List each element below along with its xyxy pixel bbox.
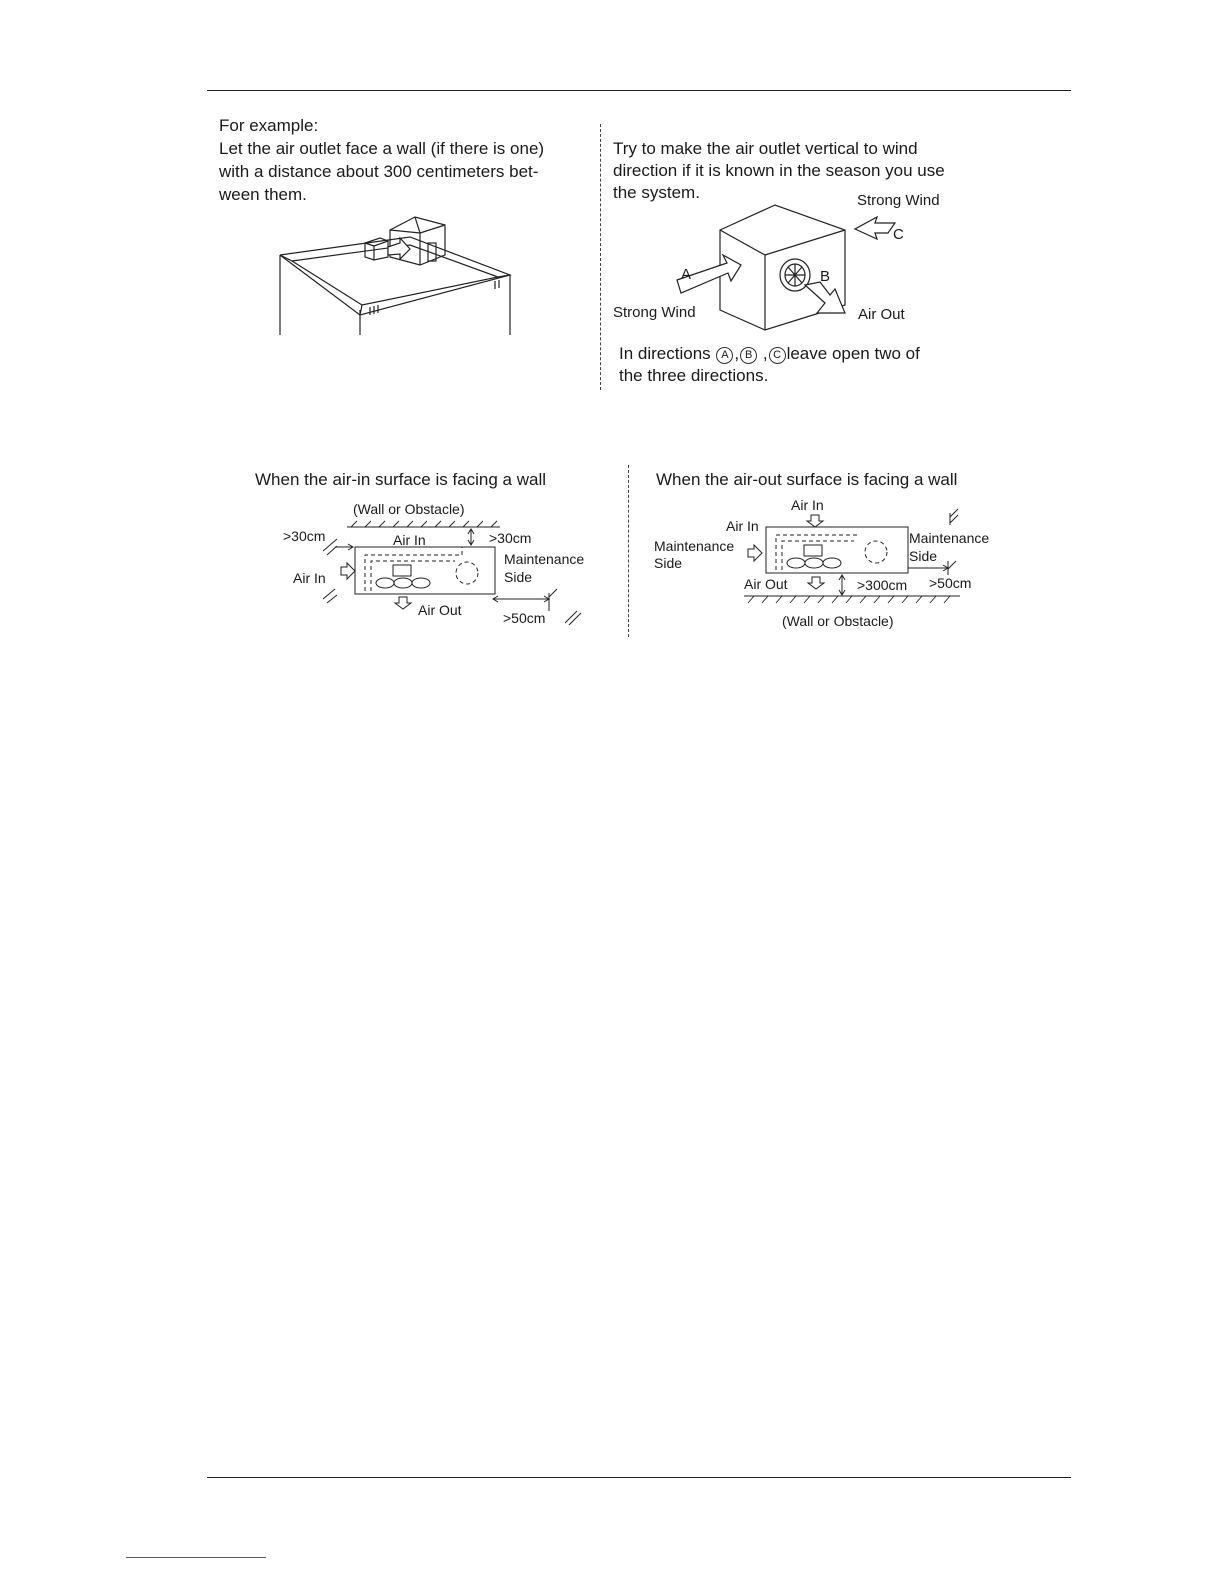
air-in-wall-air-out: Air Out	[418, 602, 462, 618]
air-in-wall-maint-1: Maintenance	[504, 551, 585, 567]
example-line-3: ween them.	[219, 185, 307, 204]
example-line-2: with a distance about 300 centimeters bet-	[219, 162, 539, 181]
air-in-wall-diagram	[275, 495, 595, 635]
air-in-wall-air-in-left: Air In	[293, 570, 326, 586]
circle-c-icon: C	[769, 347, 786, 364]
footer-rule	[207, 1477, 1071, 1478]
air-in-wall-maint-2: Side	[504, 569, 533, 585]
circle-b-icon: B	[740, 347, 757, 364]
top-divider	[600, 124, 601, 390]
header-rule	[207, 90, 1071, 91]
wind-line-3: the system.	[613, 183, 700, 202]
label-a: A	[681, 266, 692, 283]
wind-direction-illustration	[605, 185, 985, 335]
air-in-wall-wall-label: (Wall or Obstacle)	[353, 501, 465, 517]
air-out-wall-maint-right-1: Maintenance	[909, 530, 990, 546]
bottom-divider	[628, 465, 629, 637]
air-in-wall-gap-right: >50cm	[503, 610, 546, 626]
label-b: B	[820, 268, 831, 285]
air-out-wall-title: When the air-out surface is facing a wall	[656, 470, 958, 489]
air-out-wall-air-in-left: Air In	[726, 518, 759, 534]
circle-a-icon: A	[716, 347, 733, 364]
wind-note-line-2: the three directions.	[619, 366, 769, 385]
air-out-wall-maint-right-2: Side	[909, 548, 938, 564]
air-out-wall-diagram	[648, 495, 1008, 635]
wind-line-1: Try to make the air outlet vertical to wind	[613, 139, 918, 158]
air-out-label: Air Out	[858, 306, 905, 323]
air-out-wall-wall-label: (Wall or Obstacle)	[782, 613, 894, 629]
example-line-1: Let the air outlet face a wall (if there is one)	[219, 139, 545, 158]
air-out-wall-gap-right: >50cm	[929, 575, 972, 591]
rooftop-unit-illustration	[270, 205, 530, 340]
air-out-wall-maint-left-1: Maintenance	[654, 538, 735, 554]
air-out-wall-maint-left-2: Side	[654, 555, 683, 571]
air-in-wall-title: When the air-in surface is facing a wall	[255, 470, 547, 489]
footer-link-underline	[126, 1557, 266, 1558]
air-out-wall-air-out: Air Out	[744, 576, 788, 592]
wind-note-line-1: In directions A , B , C leave open two of	[619, 344, 920, 363]
example-heading: For example:	[219, 116, 319, 135]
air-out-wall-gap-out: >300cm	[857, 577, 908, 593]
strong-wind-a-label: Strong Wind	[613, 304, 696, 321]
wind-line-2: direction if it is known in the season you use	[613, 161, 945, 180]
label-c: C	[893, 226, 904, 243]
air-in-wall-gap-left: >30cm	[283, 528, 326, 544]
air-in-wall-gap-top: >30cm	[489, 530, 532, 546]
air-out-wall-air-in-top: Air In	[791, 497, 824, 513]
strong-wind-c-label: Strong Wind	[857, 192, 940, 209]
air-in-wall-air-in-top: Air In	[393, 532, 426, 548]
